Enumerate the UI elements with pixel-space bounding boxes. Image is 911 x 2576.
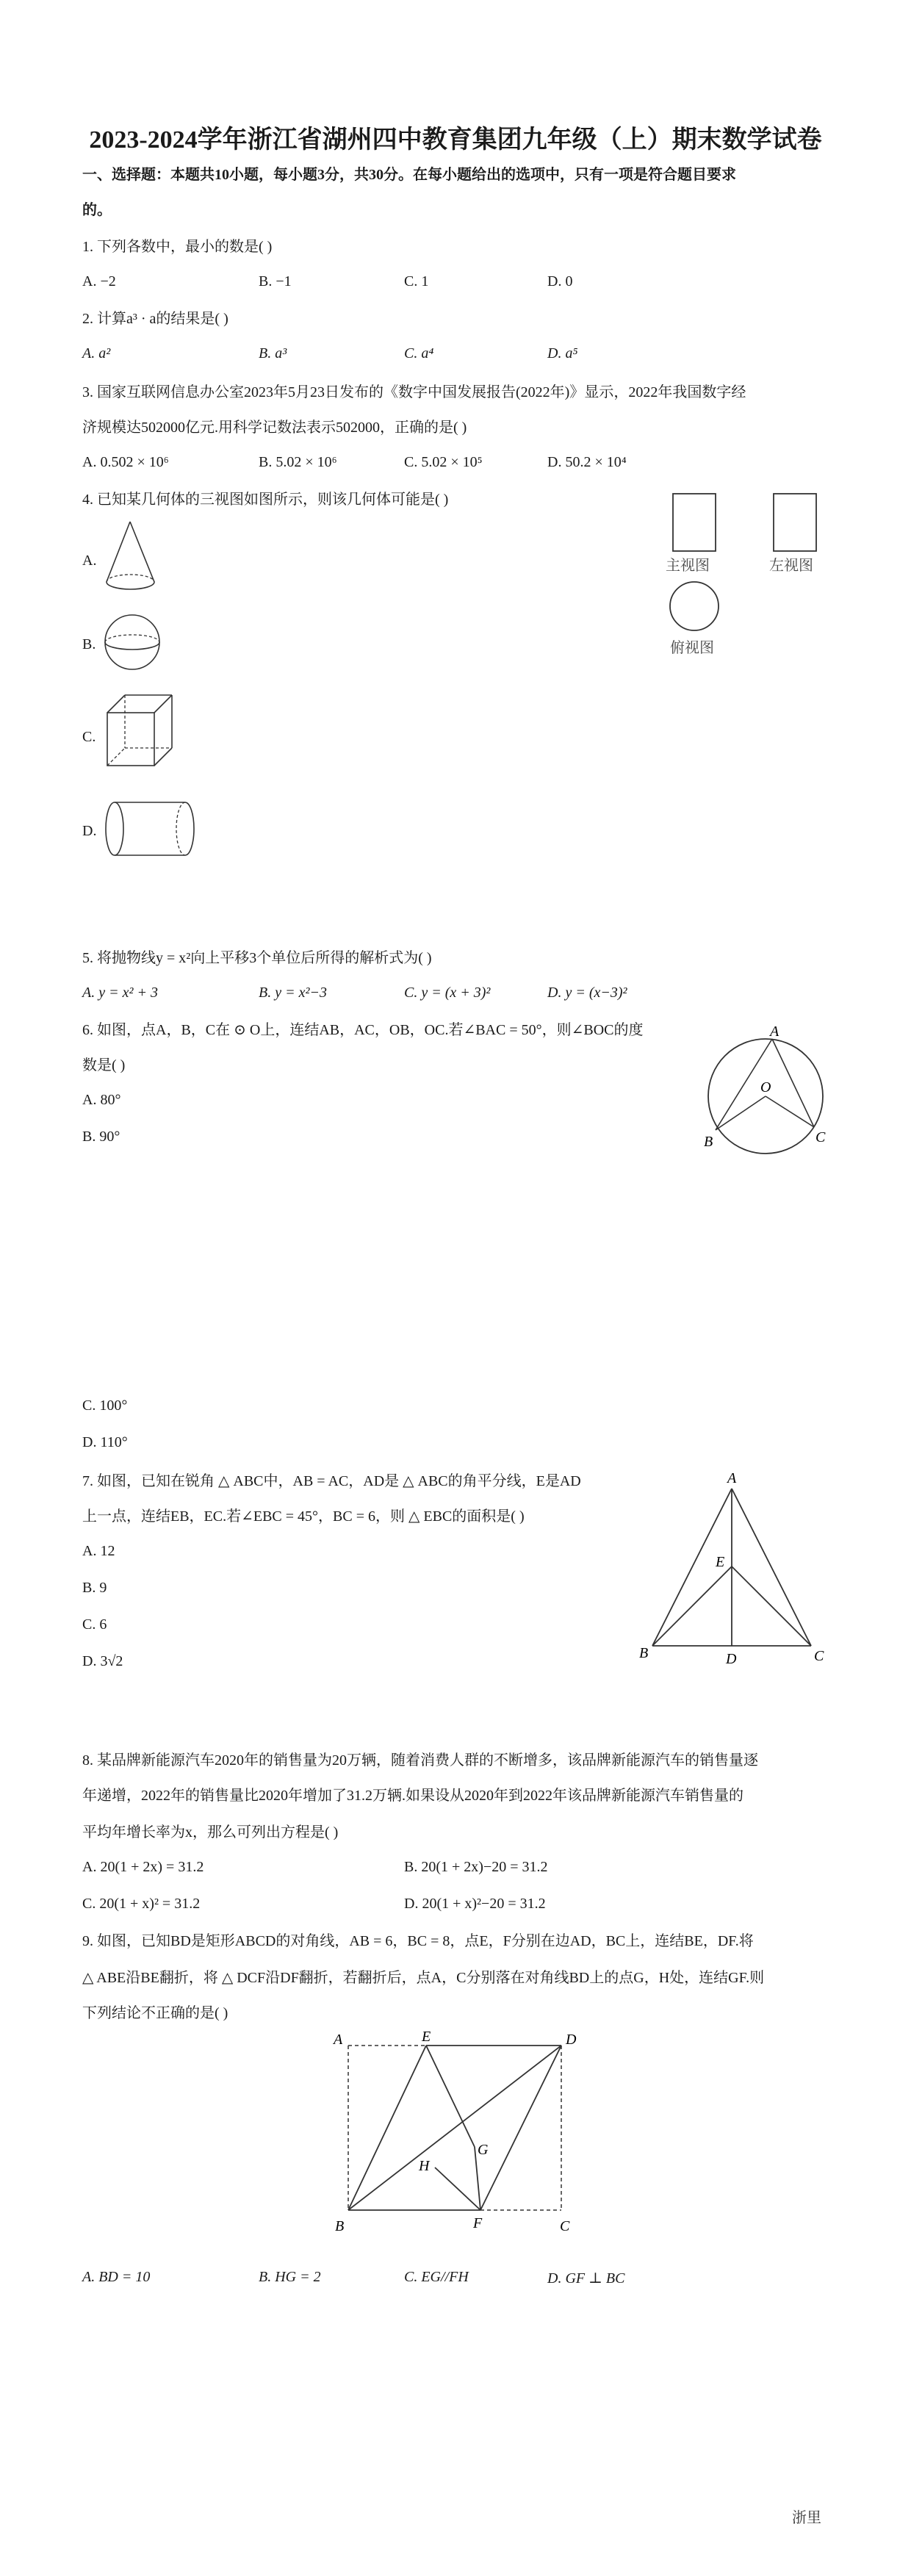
q8-stem-line1: 8. 某品牌新能源汽车2020年的销售量为20万辆，随着消费人群的不断增多，该品牌新能源汽车的销售量逐: [82, 1752, 758, 1769]
q8-option-c[interactable]: C. 20(1 + x)² = 31.2: [82, 1896, 201, 1912]
q7-label-a: A: [727, 1470, 737, 1486]
q3-option-d[interactable]: D. 50.2 × 10⁴: [547, 454, 627, 470]
top-view-circle: [670, 582, 719, 630]
q6-option-c[interactable]: C. 100°: [82, 1397, 128, 1414]
q6-label-c: C: [815, 1129, 826, 1145]
q7-label-d: D: [726, 1651, 737, 1667]
q8-option-d[interactable]: D. 20(1 + x)²−20 = 31.2: [404, 1896, 546, 1912]
q7-option-c[interactable]: C. 6: [82, 1616, 107, 1633]
q8-option-a[interactable]: A. 20(1 + 2x) = 31.2: [82, 1859, 204, 1875]
q6-label-o: O: [760, 1079, 771, 1095]
q5-option-d[interactable]: D. y = (x−3)²: [547, 985, 627, 1001]
triangle-figure: [632, 1469, 830, 1668]
q8-stem-line2: 年递增，2022年的销售量比2020年增加了31.2万辆.如果设从2020年到2022年该品牌新能源汽车销售量的: [82, 1788, 743, 1804]
front-view-label: 主视图: [666, 558, 710, 574]
front-view-rect: [673, 494, 716, 551]
q7-label-c: C: [814, 1648, 824, 1664]
sphere-figure[interactable]: [103, 613, 162, 672]
q3-option-a[interactable]: A. 0.502 × 10⁶: [82, 454, 169, 470]
q2-option-d[interactable]: D. a⁵: [547, 345, 578, 361]
cube-figure[interactable]: [103, 691, 176, 771]
section-header-line2: 的。: [82, 202, 112, 218]
q4-stem: 4. 已知某几何体的三视图如图所示，则该几何体可能是( ): [82, 492, 449, 508]
q8-stem-line3: 平均年增长率为x，那么可列出方程是( ): [82, 1824, 339, 1841]
q9-label-d: D: [566, 2032, 577, 2048]
q4-option-d[interactable]: D.: [82, 823, 97, 839]
q9-stem-line3: 下列结论不正确的是( ): [82, 2005, 228, 2021]
page-title: 2023-2024学年浙江省湖州四中教育集团九年级（上）期末数学试卷: [89, 126, 822, 154]
q1-option-a[interactable]: A. −2: [82, 273, 116, 289]
q1-option-d[interactable]: D. 0: [547, 273, 573, 289]
q9-label-e: E: [422, 2029, 431, 2045]
page-footer: 浙里: [792, 2510, 821, 2526]
cone-figure[interactable]: [103, 519, 162, 600]
q4-option-a[interactable]: A.: [82, 553, 97, 569]
q7-stem-line1: 7. 如图，已知在锐角 △ ABC中，AB = AC，AD是 △ ABC的角平分线，E是AD: [82, 1473, 581, 1489]
q5-option-a[interactable]: A. y = x² + 3: [82, 985, 158, 1001]
q9-label-b: B: [335, 2218, 345, 2234]
q5-stem: 5. 将抛物线y = x²向上平移3个单位后所得的解析式为( ): [82, 950, 432, 966]
q9-option-c[interactable]: C. EG//FH: [404, 2269, 469, 2285]
q9-option-d[interactable]: D. GF ⊥ BC: [547, 2270, 625, 2287]
q6-option-a[interactable]: A. 80°: [82, 1092, 121, 1108]
cylinder-figure[interactable]: [103, 799, 198, 861]
q2-stem: 2. 计算a³ · a的结果是( ): [82, 311, 228, 327]
q1-option-b[interactable]: B. −1: [259, 273, 292, 289]
q7-option-b[interactable]: B. 9: [82, 1580, 107, 1596]
q6-label-b: B: [704, 1134, 713, 1150]
q9-label-f: F: [473, 2215, 483, 2231]
q3-stem-line1: 3. 国家互联网信息办公室2023年5月23日发布的《数字中国发展报告(2022年)》显示，2022年我国数字经: [82, 384, 746, 400]
circle-figure: [698, 1023, 838, 1161]
q4-option-b[interactable]: B.: [82, 636, 96, 652]
q7-stem-line2: 上一点，连结EB，EC.若∠EBC = 45°，BC = 6，则 △ EBC的面积是( ): [82, 1508, 525, 1525]
q9-stem-line1: 9. 如图，已知BD是矩形ABCD的对角线，AB = 6，BC = 8，点E，F分别在边AD，BC上，连结BE，DF.将: [82, 1933, 754, 1949]
q7-option-d[interactable]: D. 3√2: [82, 1653, 123, 1669]
q5-option-c[interactable]: C. y = (x + 3)²: [404, 985, 491, 1001]
q2-option-a[interactable]: A. a²: [82, 345, 111, 361]
q2-option-b[interactable]: B. a³: [259, 345, 287, 361]
q6-option-d[interactable]: D. 110°: [82, 1434, 128, 1450]
q9-label-g: G: [478, 2142, 489, 2158]
q6-stem-line1: 6. 如图，点A，B，C在 ⊙ O上，连结AB，AC，OB，OC.若∠BAC = 50°，则∠BOC的度: [82, 1022, 644, 1038]
q8-option-b[interactable]: B. 20(1 + 2x)−20 = 31.2: [404, 1859, 548, 1875]
left-view-rect: [774, 494, 816, 551]
q7-label-b: B: [639, 1645, 649, 1661]
q9-label-c: C: [560, 2218, 570, 2234]
q7-label-e: E: [716, 1554, 725, 1570]
q3-stem-line2: 济规模达502000亿元.用科学记数法表示502000，正确的是( ): [82, 420, 467, 436]
section-header-line1: 一、选择题：本题共10小题，每小题3分，共30分。在每小题给出的选项中，只有一项是符合题目要求: [82, 167, 736, 183]
q4-option-c[interactable]: C.: [82, 729, 96, 745]
q3-option-b[interactable]: B. 5.02 × 10⁶: [259, 454, 337, 470]
q7-option-a[interactable]: A. 12: [82, 1543, 115, 1559]
q2-option-c[interactable]: C. a⁴: [404, 345, 434, 361]
q5-option-b[interactable]: B. y = x²−3: [259, 985, 327, 1001]
q9-label-a: A: [334, 2032, 343, 2048]
q1-stem: 1. 下列各数中，最小的数是( ): [82, 239, 273, 255]
rectangle-fold-figure: [323, 2028, 588, 2241]
q6-option-b[interactable]: B. 90°: [82, 1129, 120, 1145]
top-view-label: 俯视图: [670, 640, 714, 656]
q9-option-a[interactable]: A. BD = 10: [82, 2269, 151, 2285]
q1-option-c[interactable]: C. 1: [404, 273, 429, 289]
q9-option-b[interactable]: B. HG = 2: [259, 2269, 321, 2285]
q3-option-c[interactable]: C. 5.02 × 10⁵: [404, 454, 483, 470]
q9-stem-line2: △ ABE沿BE翻折，将 △ DCF沿DF翻折，若翻折后，点A，C分别落在对角线BD上的点G，H处，连结GF.则: [82, 1970, 765, 1986]
q6-label-a: A: [770, 1023, 779, 1040]
q9-label-h: H: [419, 2158, 430, 2174]
left-view-label: 左视图: [769, 558, 813, 574]
q6-stem-line2: 数是( ): [82, 1057, 126, 1073]
